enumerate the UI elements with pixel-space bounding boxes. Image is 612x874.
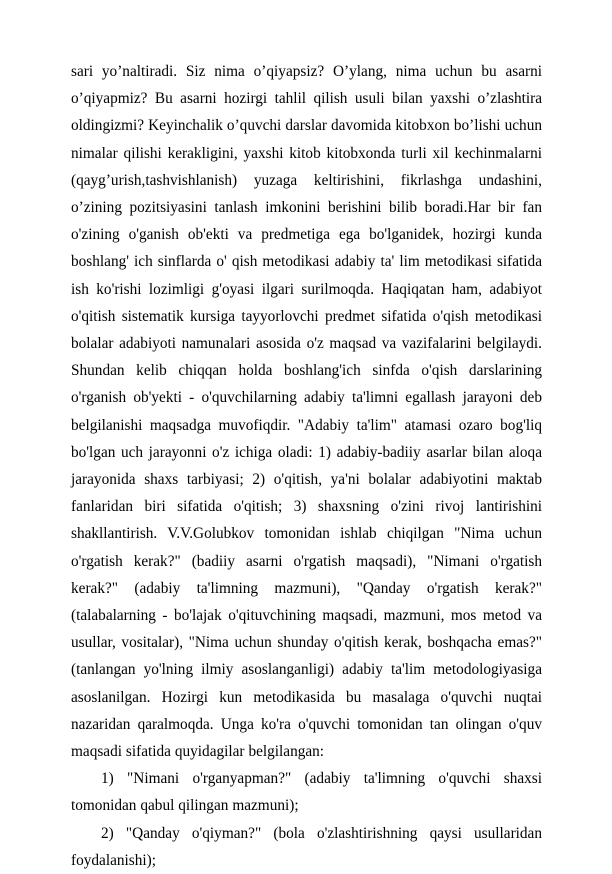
body-text-column [71, 58, 542, 874]
paragraph-1: sari yo’naltiradi. Siz nima o’qiyapsiz? O’ylang, nima uchun bu asarni o’qiyapmiz? Bu asarni hozirgi tahlil qilish usuli bilan yaxshi o’zlashtira oldingizmi? Keyinchalik o’quvchi darslar davomida kitobxon bo’lishi uchun nimalar qilishi kerakligini, yaxshi kitob kitobxonda turli xil kechinmalarni (qayg’urish,tashvishlanish) yuzaga keltirishini, fikrlashga undashini, o’zining pozitsiyasini tanlash imkonini berishini bilib boradi.Har bir fan o'zining o'ganish ob'ekti va predmetiga ega bo'lganidek, hozirgi kunda boshlang' ich sinflarda o' qish metodikasi adabiy ta' lim metodikasi sifatida ish ko'rishi lozimligi g'oyasi ilgari surilmoqda. Haqiqatan ham, adabiyot o'qitish sistematik kursiga tayyorlovchi predmet sifatida o'qish metodikasi bolalar adabiyoti namunalari asosida o'z maqsad va vazifalarini belgilaydi. Shundan kelib chiqqan holda boshlang'ich sinfda o'qish darslarining o'rganish ob'yekti - o'quvchilarning adabiy ta'limni egallash jarayoni deb belgilanishi maqsadga muvofiqdir. "Adabiy ta'lim" atamasi ozaro bog'liq bo'lgan uch jarayonni o'z ichiga oladi: 1) adabiy-badiiy asarlar bilan aloqa jarayonida shaxs tarbiyasi; 2) o'qitish, ya'ni bolalar adabiyotini maktab fanlaridan biri sifatida o'qitish; 3) shaxsning o'zini rivoj lantirishini shakllantirish. V.V.Golubkov tomonidan ishlab chiqilgan "Nima uchun o'rgatish kerak?" (badiiy asarni o'rgatish maqsadi), "Nimani o'rgatish kerak?" (adabiy ta'limning mazmuni), "Qanday o'rgatish kerak?" (talabalarning - bo'lajak o'qituvchining maqsadi, mazmuni, mos metod va usullar, vositalar), "Nima uchun shunday o'qitish kerak, boshqacha emas?"(tanlangan yo'lning ilmiy asoslanganligi) adabiy ta'lim metodologiyasiga asoslanilgan. Hozirgi kun metodikasida bu masalaga o'quvchi nuqtai nazaridan qaralmoqda. Unga ko'ra o'quvchi tomonidan tan olingan o'quv maqsadi sifatida quyidagilar belgilangan: [71, 63, 542, 761]
paragraph-2: 1) "Nimani o'rganyapman?" (adabiy ta'limning o'quvchi shaxsi tomonidan qabul qilingan mazmuni); [71, 770, 542, 815]
paragraph-3: 2) "Qanday o'qiyman?" (bola o'zlashtirishning qaysi usullaridan foydalanishi); [71, 824, 542, 869]
